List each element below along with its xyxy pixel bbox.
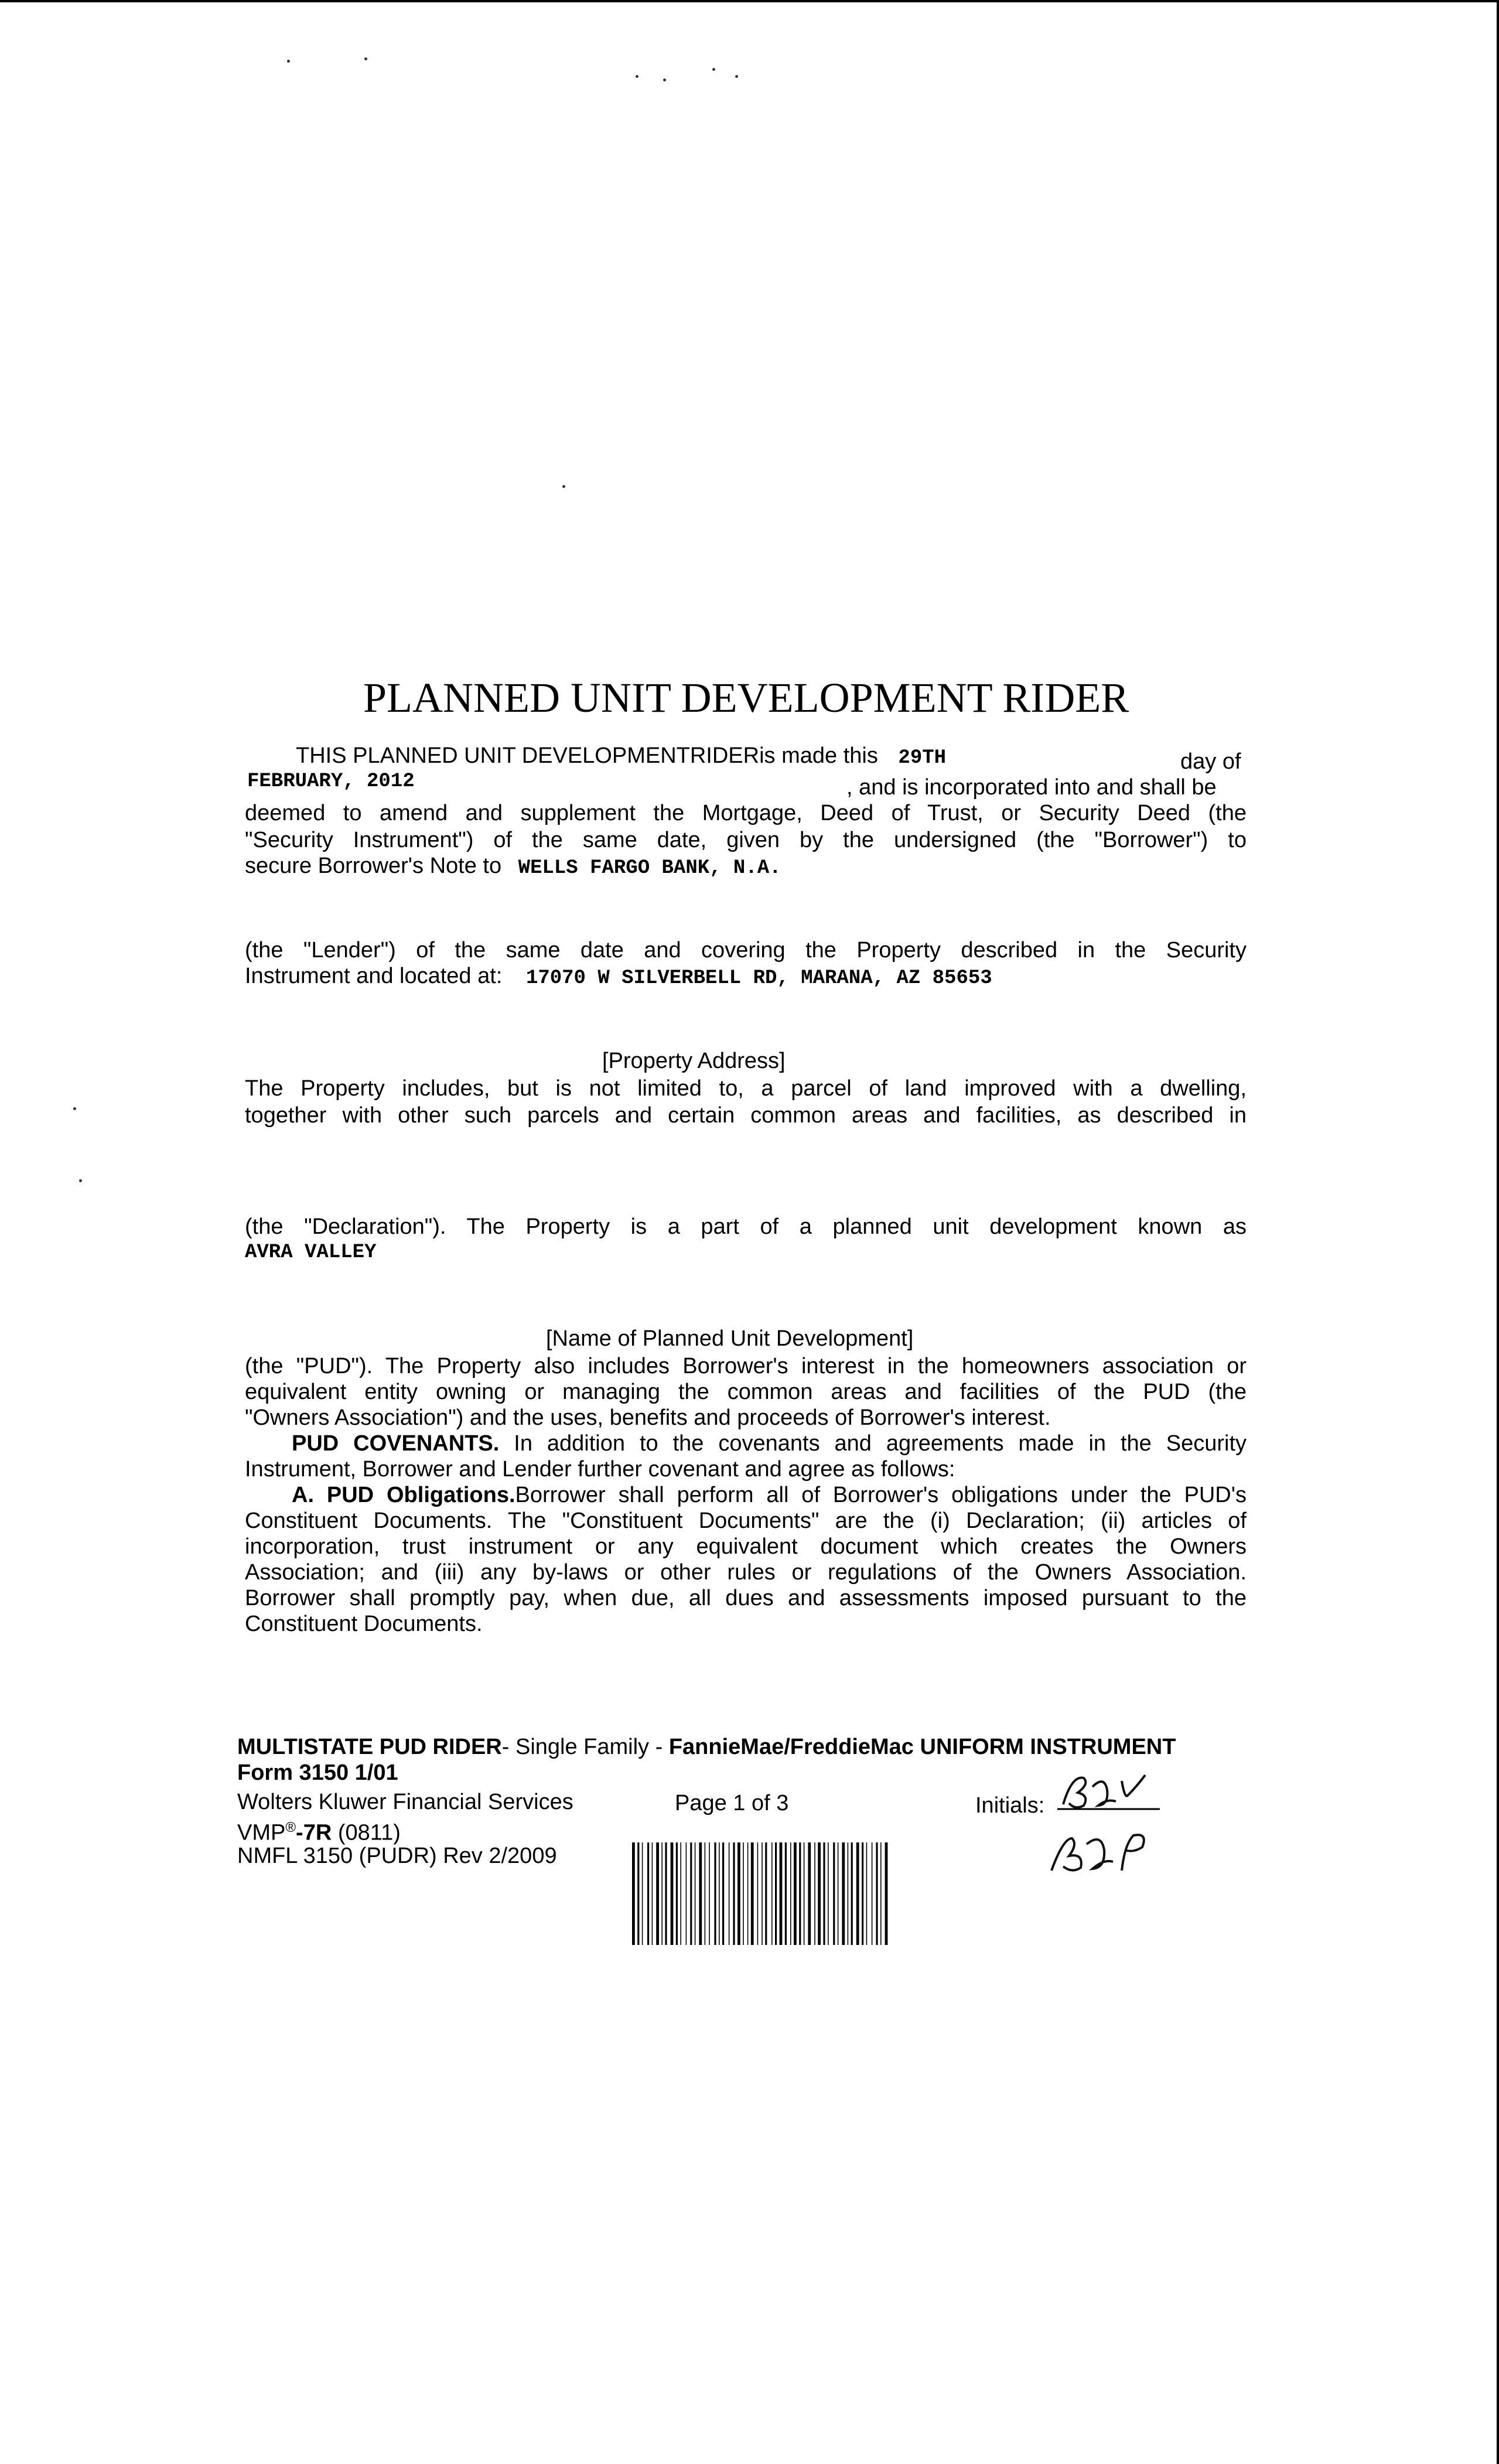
scan-speck <box>562 485 565 488</box>
pud-line-2: equivalent entity owning or managing the common areas and facilities of the PUD (the <box>245 1380 1247 1404</box>
declaration-line: (the "Declaration"). The Property is a part of a planned unit development known as <box>245 1214 1247 1239</box>
barcode-bar <box>866 1842 868 1945</box>
barcode-bar <box>705 1842 706 1945</box>
barcode-bar <box>690 1842 692 1945</box>
barcode-bar <box>665 1842 667 1945</box>
barcode-bar <box>848 1842 849 1945</box>
form-title-mid: - Single Family - <box>501 1735 663 1759</box>
property-line-2: together with other such parcels and certain common areas and facilities, as described in <box>245 1103 1247 1128</box>
barcode-bar <box>814 1842 815 1945</box>
obligations-line-6: Constituent Documents. <box>245 1612 483 1636</box>
pud-name: AVRA VALLEY <box>245 1241 377 1264</box>
vmp-code-line <box>237 1815 401 1846</box>
intro-line-1 <box>296 743 946 771</box>
pud-line-3: "Owners Association") and the uses, benefits and proceeds of Borrower's interest. <box>245 1405 1051 1430</box>
barcode-bar <box>751 1842 754 1945</box>
barcode-bar <box>780 1842 783 1945</box>
initials-signature-2 <box>1040 1821 1157 1876</box>
obligations-line-1 <box>292 1482 1247 1508</box>
intro-line-5 <box>245 853 781 881</box>
barcode-bar <box>709 1842 710 1945</box>
pud-line-1: (the "PUD"). The Property also includes Borrower's interest in the homeowners association or <box>245 1354 1247 1378</box>
document-title: PLANNED UNIT DEVELOPMENT RIDER <box>363 674 1129 721</box>
located-text: Instrument and located at: <box>245 964 503 988</box>
barcode-bar <box>747 1842 749 1945</box>
barcode-bar <box>775 1842 777 1945</box>
rider-day: 29TH <box>898 747 947 769</box>
intro-line-4: "Security Instrument") of the same date, given by the undersigned (the "Borrower") to <box>245 828 1247 852</box>
scan-speck <box>636 75 638 78</box>
scan-speck <box>73 1107 76 1110</box>
barcode-bar <box>656 1842 659 1945</box>
barcode-bar <box>632 1842 635 1945</box>
located-line <box>245 963 992 991</box>
barcode-bar <box>722 1842 724 1945</box>
scan-edge-top <box>0 0 1499 2</box>
scan-speck <box>712 68 715 71</box>
page-number: Page 1 of 3 <box>675 1791 789 1815</box>
obligations-line-2: Constituent Documents. The "Constituent Documents" are the (i) Declaration; (ii) articles of <box>245 1509 1247 1533</box>
barcode-bar <box>838 1842 839 1945</box>
barcode-bar <box>804 1842 805 1945</box>
barcode-bar <box>642 1842 643 1945</box>
scan-speck <box>79 1179 82 1182</box>
scan-edge-right <box>1497 0 1499 2464</box>
barcode-bar <box>785 1842 787 1945</box>
lender-line: (the "Lender") of the same date and covering the Property described in the Security <box>245 938 1247 963</box>
covenants-line-2: Instrument, Borrower and Lender further covenant and agree as follows: <box>245 1457 955 1482</box>
barcode-bar <box>637 1842 639 1945</box>
barcode-bar <box>680 1842 681 1945</box>
obligations-line-3: incorporation, trust instrument or any equivalent document which creates the Owners <box>245 1534 1247 1559</box>
covenants-heading-rest: In addition to the covenants and agreements made in the Security <box>514 1431 1247 1456</box>
barcode-bar <box>743 1842 744 1945</box>
rider-month-year: FEBRUARY, 2012 <box>247 770 415 793</box>
scan-speck <box>735 75 738 78</box>
pud-name-label: [Name of Planned Unit Development] <box>546 1326 914 1351</box>
barcode-bar <box>729 1842 730 1945</box>
barcode-bar <box>851 1842 853 1945</box>
initials-signature-1 <box>1057 1769 1163 1813</box>
barcode-bar <box>771 1842 773 1945</box>
incorporated-text: , and is incorporated into and shall be <box>846 775 1217 800</box>
barcode-bar <box>828 1842 829 1945</box>
form-number: Form 3150 1/01 <box>237 1760 398 1785</box>
barcode-bar <box>699 1842 702 1945</box>
vmp-prefix: VMP <box>237 1820 286 1845</box>
form-title-line <box>237 1734 1176 1760</box>
barcode-bar <box>757 1842 759 1945</box>
scan-speck <box>663 79 666 81</box>
barcode-bar <box>762 1842 763 1945</box>
obligations-line-1-rest: Borrower shall perform all of Borrower's obligations under the PUD's <box>515 1483 1247 1507</box>
barcode-bar <box>833 1842 835 1945</box>
day-of-text: day of <box>1180 749 1241 774</box>
scan-speck <box>287 60 290 63</box>
barcode-bar <box>823 1842 825 1945</box>
publisher: Wolters Kluwer Financial Services <box>237 1790 573 1814</box>
vmp-code: -7R <box>296 1820 332 1845</box>
barcode-bar <box>671 1842 674 1945</box>
vmp-registered: ® <box>285 1820 296 1835</box>
barcode-bar <box>799 1842 801 1945</box>
barcode-bar <box>719 1842 720 1945</box>
barcode-bar <box>676 1842 678 1945</box>
covenants-heading: PUD COVENANTS. <box>292 1431 500 1456</box>
barcode-bar <box>818 1842 821 1945</box>
obligations-line-5: Borrower shall promptly pay, when due, all dues and assessments imposed pursuant to the <box>245 1586 1247 1610</box>
barcode-bar <box>737 1842 740 1945</box>
barcode-bar <box>862 1842 863 1945</box>
barcode-bar <box>661 1842 663 1945</box>
intro-line-3: deemed to amend and supplement the Mortgage, Deed of Trust, or Security Deed (the <box>245 801 1247 825</box>
initials-label: Initials: <box>975 1793 1045 1818</box>
barcode-bar <box>842 1842 845 1945</box>
barcode <box>630 1842 890 1945</box>
barcode-bar <box>765 1842 767 1945</box>
note-to-text: secure Borrower's Note to <box>245 854 502 878</box>
covenants-heading-line <box>292 1431 1247 1456</box>
barcode-bar <box>808 1842 811 1945</box>
barcode-bar <box>790 1842 791 1945</box>
barcode-bar <box>714 1842 716 1945</box>
barcode-bar <box>794 1842 797 1945</box>
barcode-bar <box>856 1842 859 1945</box>
barcode-bar <box>880 1842 882 1945</box>
lender-name: WELLS FARGO BANK, N.A. <box>518 857 781 879</box>
form-title-bold: MULTISTATE PUD RIDER <box>237 1735 502 1759</box>
scan-speck <box>364 57 367 60</box>
obligations-heading: A. PUD Obligations. <box>292 1483 515 1507</box>
obligations-line-4: Association; and (iii) any by-laws or other rules or regulations of the Owners Association. <box>245 1560 1247 1585</box>
barcode-bar <box>876 1842 877 1945</box>
vmp-rev: (0811) <box>337 1820 401 1845</box>
nmfl-line: NMFL 3150 (PUDR) Rev 2/2009 <box>237 1844 557 1868</box>
property-address: 17070 W SILVERBELL RD, MARANA, AZ 85653 <box>525 967 992 989</box>
property-address-label: [Property Address] <box>602 1049 786 1073</box>
form-title-bold-2: FannieMae/FreddieMac UNIFORM INSTRUMENT <box>668 1735 1176 1759</box>
intro-start-text: THIS PLANNED UNIT DEVELOPMENTRIDERis made this <box>296 743 878 768</box>
barcode-bar <box>695 1842 696 1945</box>
barcode-bar <box>652 1842 653 1945</box>
barcode-bar <box>872 1842 873 1945</box>
barcode-bar <box>647 1842 649 1945</box>
property-line-1: The Property includes, but is not limited to, a parcel of land improved with a dwelling, <box>245 1076 1247 1101</box>
barcode-bar <box>885 1842 888 1945</box>
barcode-bar <box>686 1842 687 1945</box>
barcode-bar <box>733 1842 735 1945</box>
